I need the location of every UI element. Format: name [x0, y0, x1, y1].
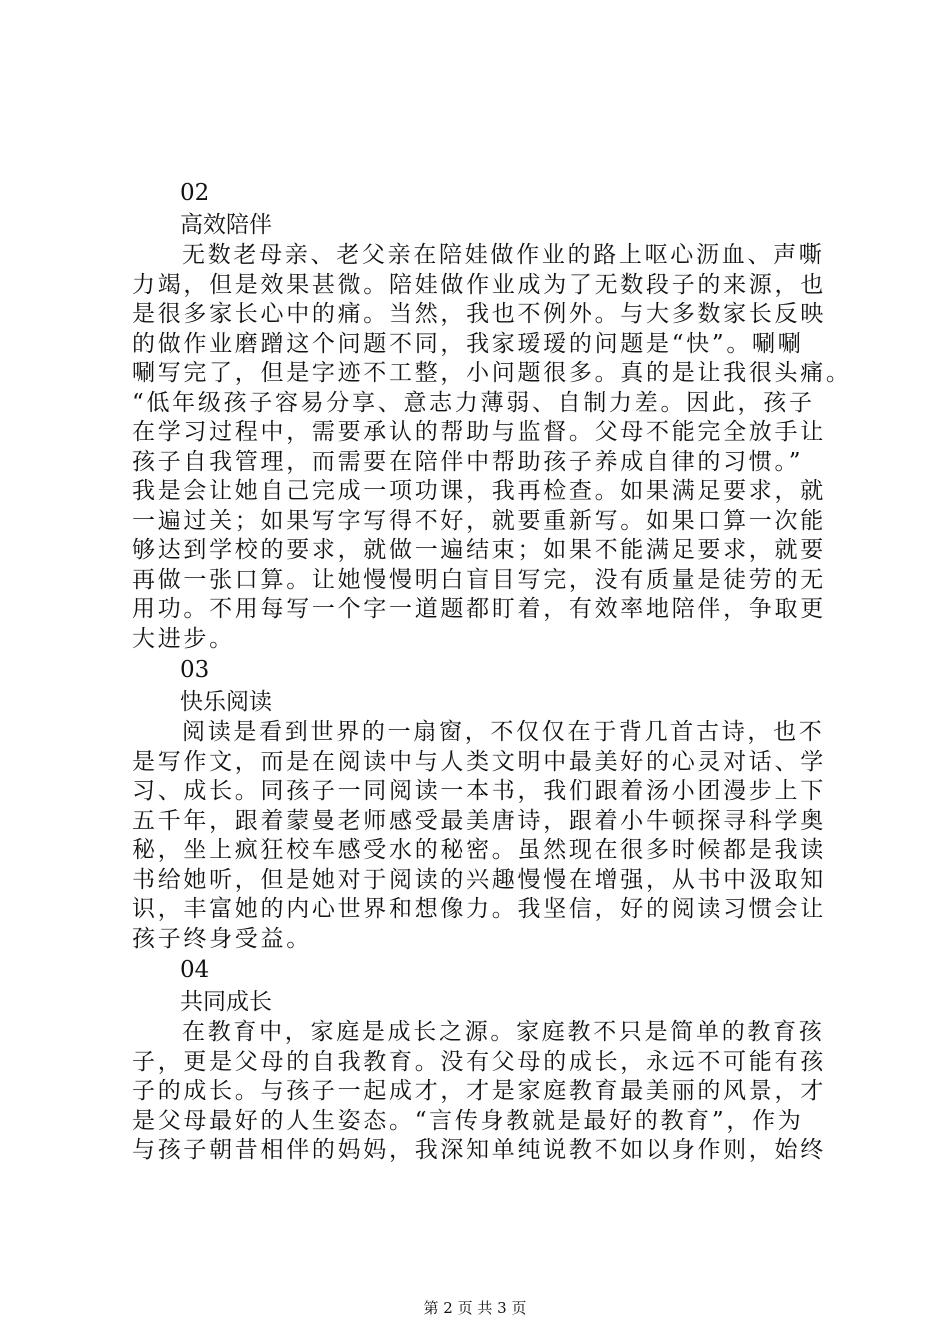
section-02 — [132, 177, 852, 654]
section-title: 快乐阅读 — [180, 689, 272, 715]
section-number: 04 — [180, 957, 210, 983]
paragraph-line: 是写作文，而是在阅读中与人类文明中最美好的心灵对话、学 — [132, 748, 826, 775]
paragraph-line: 是父母最好的人生姿态。“言传身教就是最好的教育”，作为 — [132, 1107, 804, 1134]
paragraph-line: 子，更是父母的自我教育。没有父母的成长，永远不可能有孩 — [132, 1048, 826, 1075]
paragraph-line: 秘，坐上疯狂校车感受水的秘密。虽然现在很多时候都是我读 — [132, 837, 826, 863]
section-title: 高效陪伴 — [180, 212, 272, 238]
section-04 — [132, 954, 832, 1166]
paragraph-line: 一遍过关；如果写字写得不好，就要重新写。如果口算一次能 — [132, 507, 826, 534]
paragraph-line: 的做作业磨蹭这个问题不同，我家瑷瑷的问题是“快”。唰唰 — [132, 330, 804, 357]
paragraph-line: 习、成长。同孩子一同阅读一本书，我们跟着汤小团漫步上下 — [132, 778, 826, 804]
paragraph-line: 力竭，但是效果甚微。陪娃做作业成为了无数段子的来源，也 — [132, 271, 826, 298]
section-03 — [132, 654, 832, 954]
paragraph-line: “低年级孩子容易分享、意志力薄弱、自制力差。因此，孩子 — [132, 389, 815, 416]
paragraph-line: 与孩子朝昔相伴的妈妈，我深知单纯说教不如以身作则，始终 — [132, 1137, 826, 1163]
section-paragraph — [132, 1018, 832, 1166]
paragraph-line: 孩子自我管理，而需要在陪伴中帮助孩子养成自律的习惯。” — [132, 448, 804, 475]
paragraph-line: 唰写完了，但是字迹不工整，小问题很多。真的是让我很头痛。 — [132, 360, 852, 386]
paragraph-line: 够达到学校的要求，就做一遍结束；如果不能满足要求，就要 — [132, 537, 826, 563]
paragraph-line: 阅读是看到世界的一扇窗，不仅仅在于背几首古诗，也不 — [182, 719, 825, 745]
document-body — [132, 177, 852, 1166]
paragraph-line: 再做一张口算。让她慢慢明白盲目写完，没有质量是徒劳的无 — [132, 566, 826, 593]
paragraph-line: 孩子终身受益。 — [132, 925, 312, 952]
paragraph-line: 在学习过程中，需要承认的帮助与监督。父母不能完全放手让 — [132, 419, 826, 445]
paragraph-line: 子的成长。与孩子一起成才，才是家庭教育最美丽的风景，才 — [132, 1078, 826, 1104]
paragraph-line: 在教育中，家庭是成长之源。家庭教不只是简单的教育孩 — [182, 1019, 825, 1045]
paragraph-line: 无数老母亲、老父亲在陪娃做作业的路上呕心沥血、声嘶 — [182, 242, 825, 268]
paragraph-line: 是很多家长心中的痛。当然，我也不例外。与大多数家长反映 — [132, 301, 826, 327]
section-paragraph — [132, 241, 852, 654]
paragraph-line: 识，丰富她的内心世界和想像力。我坚信，好的阅读习惯会让 — [132, 896, 826, 922]
section-title: 共同成长 — [180, 989, 272, 1015]
paragraph-line: 用功。不用每写一个字一道题都盯着，有效率地陪伴，争取更 — [132, 596, 826, 622]
section-number: 03 — [180, 657, 210, 683]
section-number: 02 — [180, 180, 210, 206]
paragraph-line: 书给她听，但是她对于阅读的兴趣慢慢在增强，从书中汲取知 — [132, 866, 826, 893]
paragraph-line: 大进步。 — [132, 625, 235, 652]
page-footer: 第 2 页 共 3 页 — [423, 1299, 527, 1317]
paragraph-line: 五千年，跟着蒙曼老师感受最美唐诗，跟着小牛顿探寻科学奥 — [132, 807, 826, 834]
paragraph-line: 我是会让她自己完成一项功课，我再检查。如果满足要求，就 — [132, 478, 826, 504]
section-paragraph — [132, 718, 832, 954]
